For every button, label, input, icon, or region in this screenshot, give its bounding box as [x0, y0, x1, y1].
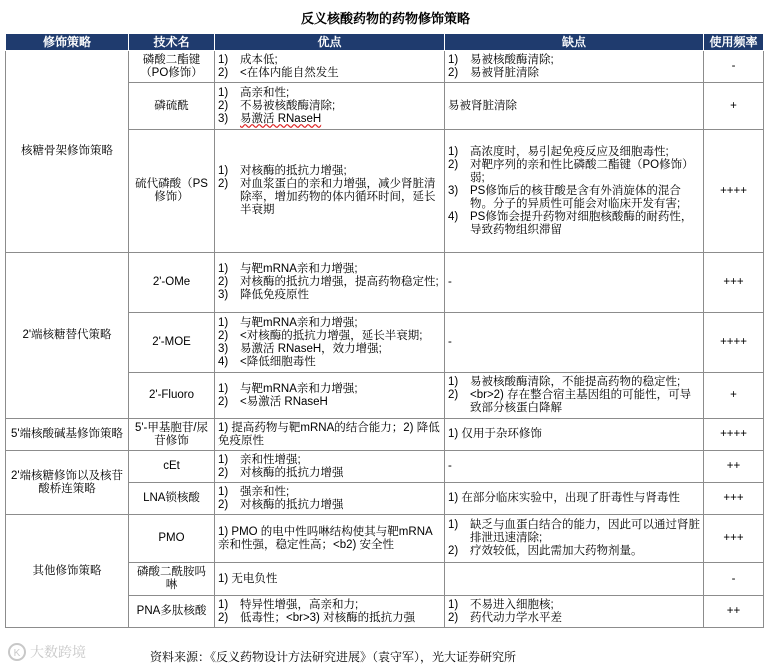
tech-cell: 2'-OMe — [129, 253, 215, 313]
pros-cell: 1) 成本低; 2) <在体内能自然发生 — [215, 51, 445, 83]
cons-cell: 1) 易被核酸酶清除，不能提高药物的稳定性; 2) <br>2) 存在整合宿主基因组的可能性，可导致部分核蛋白降解 — [445, 373, 704, 419]
freq-cell: - — [704, 51, 764, 83]
tech-cell: 磷硫酰 — [129, 83, 215, 130]
header-cons: 缺点 — [445, 34, 704, 51]
freq-cell: ++ — [704, 596, 764, 628]
freq-cell: ++++ — [704, 130, 764, 253]
header-pros: 优点 — [215, 34, 445, 51]
strategy-cell: 2'端核糖修饰以及核苷酸桥连策略 — [6, 451, 129, 515]
cons-cell: - — [445, 313, 704, 373]
strategy-table — [5, 33, 764, 628]
cons-cell: 易被肾脏清除 — [445, 83, 704, 130]
cons-cell: 1) 在部分临床实验中，出现了肝毒性与肾毒性 — [445, 483, 704, 515]
table-row — [6, 515, 764, 563]
pros-cell: 1) 对核酶的抵抗力增强; 2) 对血浆蛋白的亲和力增强，减少肾脏清除率，增加药物的体内循环时间，延长半衰期 — [215, 130, 445, 253]
strategy-cell: 5'端核酸碱基修饰策略 — [6, 419, 129, 451]
tech-cell: 2'-MOE — [129, 313, 215, 373]
pros-cell: 1) PMO 的电中性吗啉结构使其与靶mRNA亲和性强，稳定性高；<b2) 安全性 — [215, 515, 445, 563]
cons-cell: 1) 高浓度时，易引起免疫反应及细胞毒性; 2) 对靶序列的亲和性比磷酸二酯键（PO修饰）弱; 3) PS修饰后的核苷酸是含有外消旋体的混合物。分子的异质性可能会对临床开发有害; 4) PS修饰会提升药物对细胞核酸酶的耐药性，导致药物组织滞留 — [445, 130, 704, 253]
table-row — [6, 419, 764, 451]
tech-cell: 5'-甲基胞苷/尿苷修饰 — [129, 419, 215, 451]
table-row — [6, 451, 764, 483]
freq-cell: + — [704, 83, 764, 130]
source-note: 资料来源：《反义药物设计方法研究进展》（袁守军），光大证券研究所 — [150, 650, 517, 664]
watermark-text: 大数跨境 — [30, 644, 86, 660]
cons-cell: - — [445, 451, 704, 483]
watermark-logo-icon: K — [8, 643, 26, 661]
tech-cell: PMO — [129, 515, 215, 563]
pros-cell: 1) 与靶mRNA亲和力增强; 2) <易激活 RNaseH — [215, 373, 445, 419]
freq-cell: - — [704, 563, 764, 596]
tech-cell: PNA多肽核酸 — [129, 596, 215, 628]
header-freq: 使用频率 — [704, 34, 764, 51]
strategy-cell: 其他修饰策略 — [6, 515, 129, 628]
tech-cell: 磷酸二酯键（PO修饰） — [129, 51, 215, 83]
table-row — [6, 51, 764, 83]
tech-cell: 硫代磷酸（PS修饰） — [129, 130, 215, 253]
header-row — [6, 34, 764, 51]
pros-cell: 1) 与靶mRNA亲和力增强; 2) <对核酶的抵抗力增强，延长半衰期; 3) 易激活 RNaseH，效力增强; 4) <降低细胞毒性 — [215, 313, 445, 373]
pros-cell: 1) 强亲和性; 2) 对核酶的抵抗力增强 — [215, 483, 445, 515]
cons-cell: 1) 缺乏与血蛋白结合的能力，因此可以通过肾脏排泄迅速清除; 2) 疗效较低，因此需加大药物剂量。 — [445, 515, 704, 563]
header-strategy: 修饰策略 — [6, 34, 129, 51]
cons-cell: 1) 易被核酸酶清除; 2) 易被肾脏清除 — [445, 51, 704, 83]
strategy-cell: 核糖骨架修饰策略 — [6, 51, 129, 253]
freq-cell: +++ — [704, 483, 764, 515]
tech-cell: LNA锁核酸 — [129, 483, 215, 515]
tech-cell: cEt — [129, 451, 215, 483]
freq-cell: + — [704, 373, 764, 419]
cons-cell: 1) 仅用于杂环修饰 — [445, 419, 704, 451]
cons-cell: 1) 不易进入细胞核; 2) 药代动力学水平差 — [445, 596, 704, 628]
cons-cell: - — [445, 253, 704, 313]
cons-cell — [445, 563, 704, 596]
freq-cell: +++ — [704, 253, 764, 313]
pros-cell: 1) 亲和性增强; 2) 对核酶的抵抗力增强 — [215, 451, 445, 483]
freq-cell: ++ — [704, 451, 764, 483]
pros-cell: 1) 特异性增强，高亲和力; 2) 低毒性；<br>3) 对核酶的抵抗力强 — [215, 596, 445, 628]
strategy-cell: 2'端核糖替代策略 — [6, 253, 129, 419]
watermark — [8, 642, 86, 662]
pros-cell: 1) 与靶mRNA亲和力增强; 2) 对核酶的抵抗力增强，提高药物稳定性; 3) 降低免疫原性 — [215, 253, 445, 313]
pros-cell: 1) 无电负性 — [215, 563, 445, 596]
table-row — [6, 253, 764, 313]
tech-cell: 磷酸二酰胺吗啉 — [129, 563, 215, 596]
page-title: 反义核酸药物的药物修饰策略 — [300, 11, 470, 26]
freq-cell: ++++ — [704, 313, 764, 373]
tech-cell: 2'-Fluoro — [129, 373, 215, 419]
pros-cell: 1) 提高药物与靶mRNA的结合能力；2) 降低免疫原性 — [215, 419, 445, 451]
freq-cell: ++++ — [704, 419, 764, 451]
pros-cell: 1) 高亲和性; 2) 不易被核酸酶清除; 3) 易激活 RNaseH — [215, 83, 445, 130]
header-tech: 技术名 — [129, 34, 215, 51]
freq-cell: +++ — [704, 515, 764, 563]
